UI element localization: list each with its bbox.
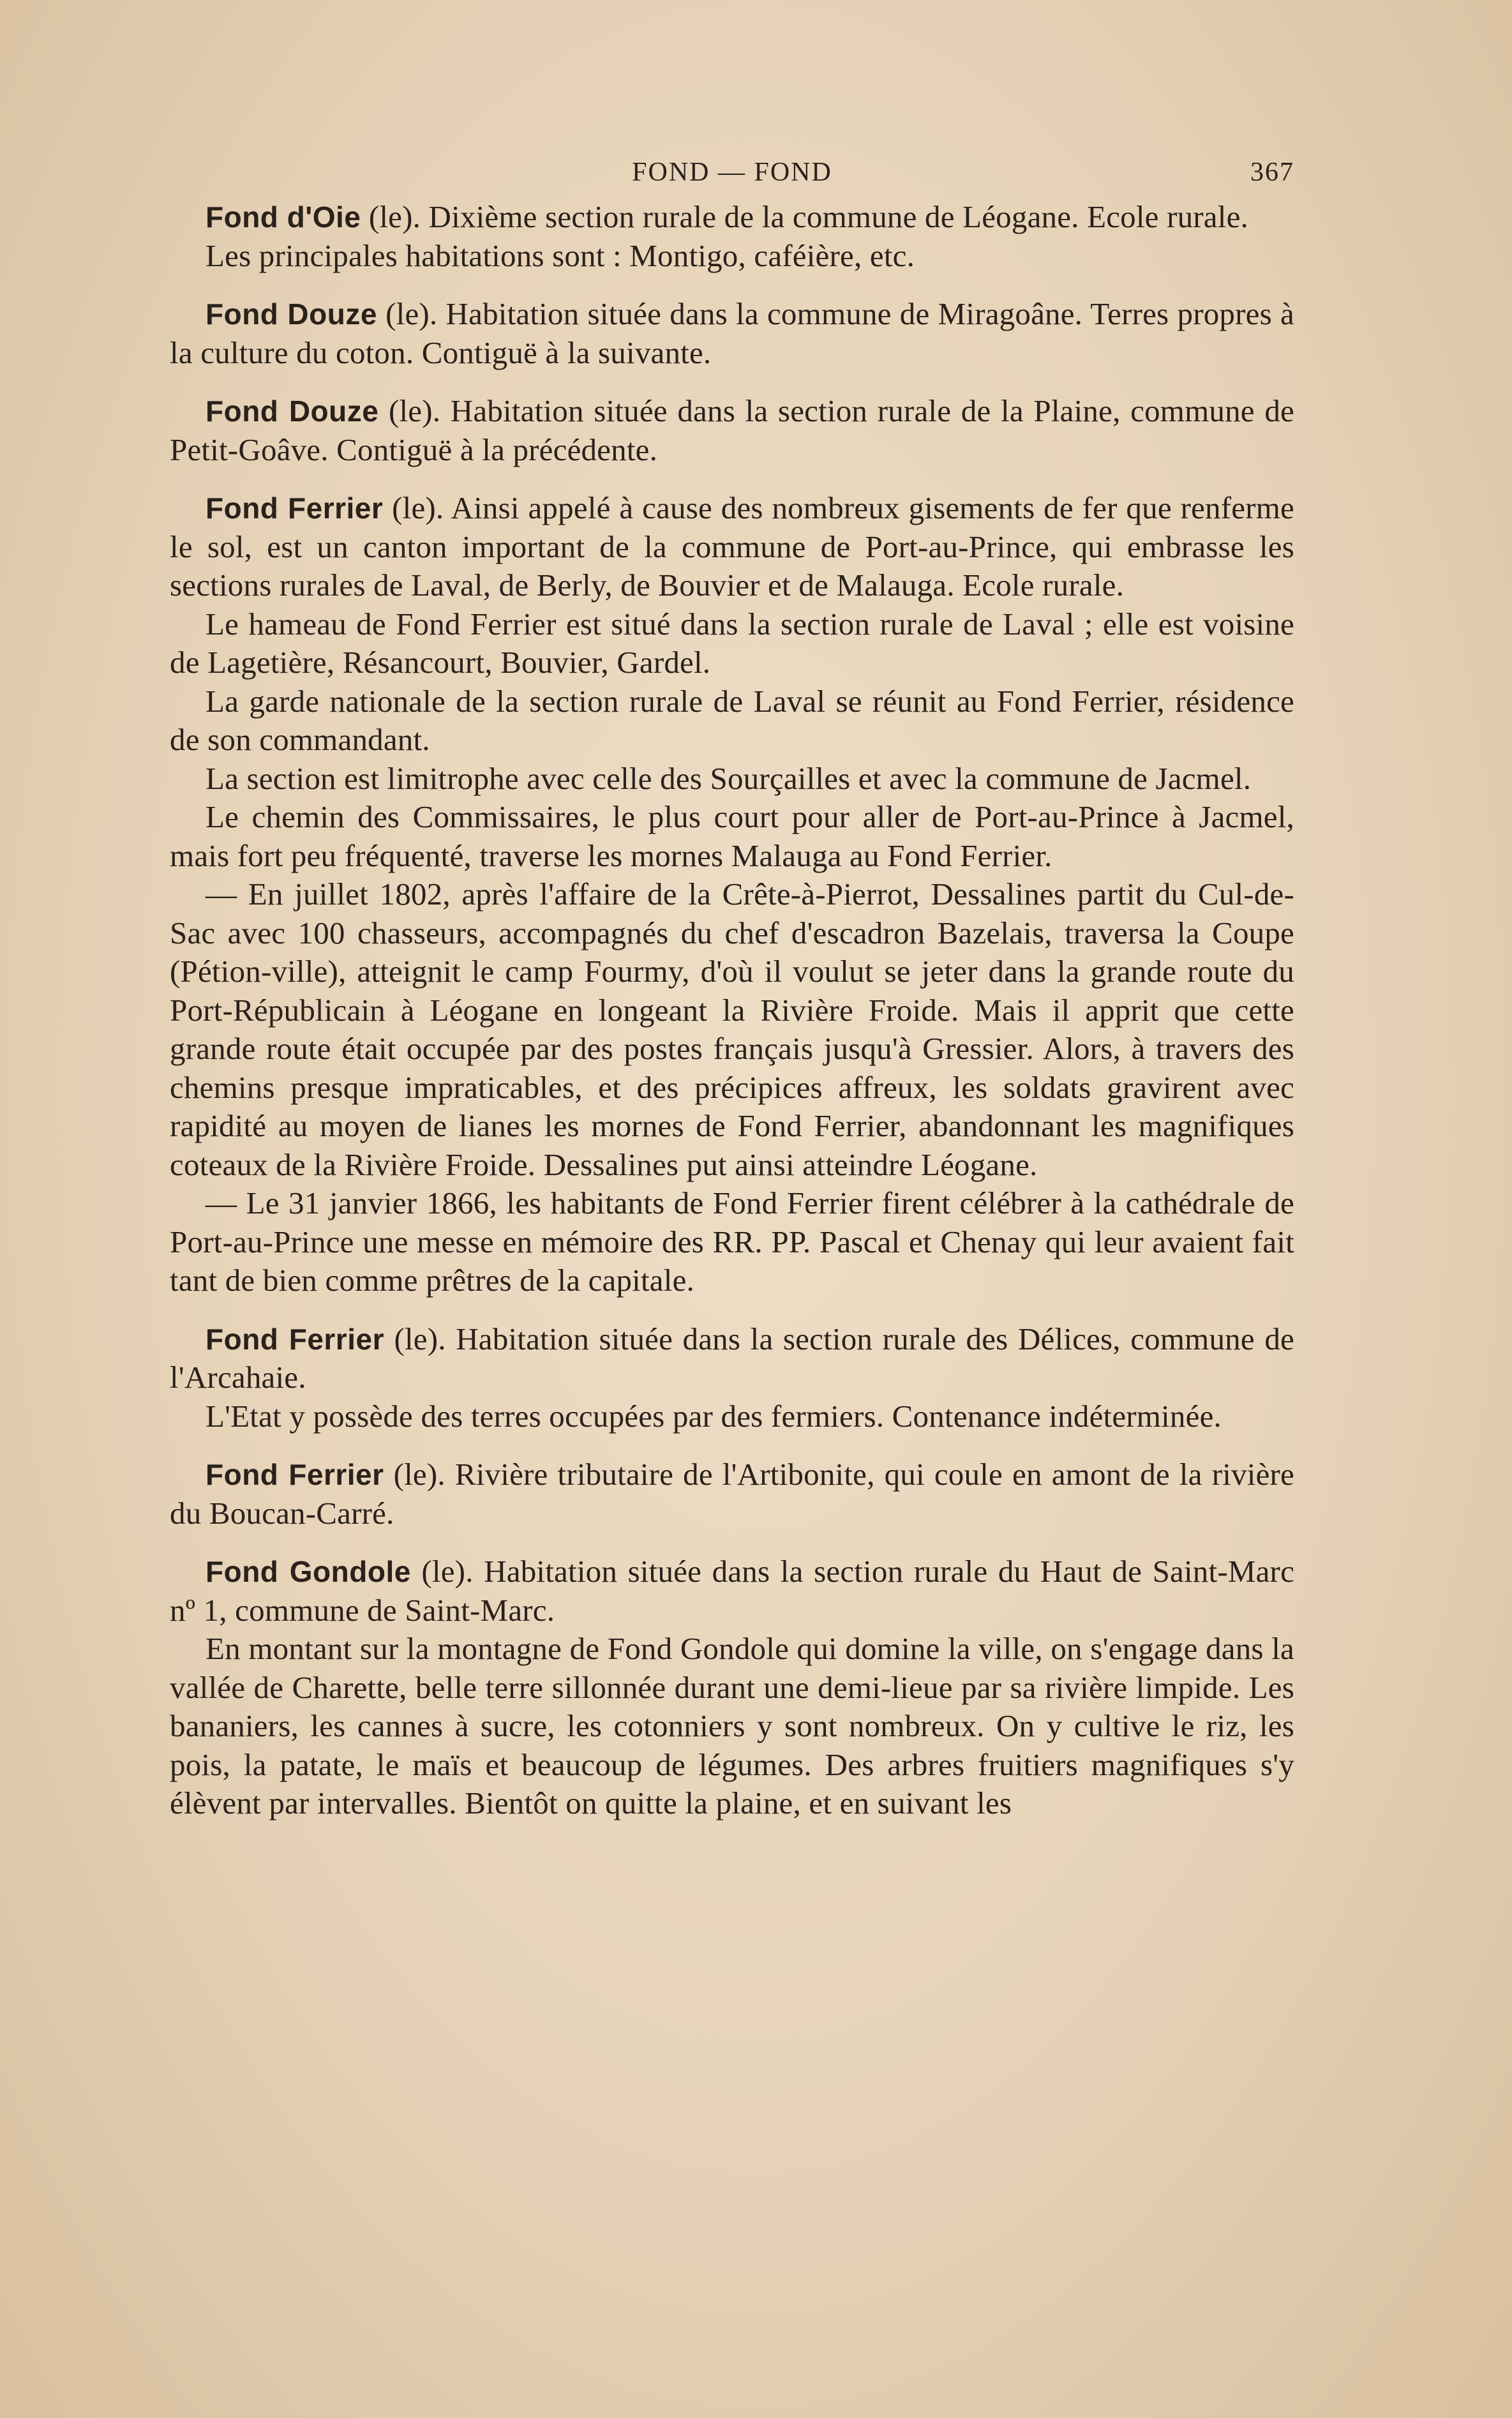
- entry-paragraph: L'Etat y possède des terres occupées par des fermiers. Contenance indéterminée.: [206, 1398, 1222, 1434]
- entry-fond-ferrier-arcahaie: [170, 1320, 1294, 1436]
- entry-fond-douze-petit-goave: [170, 392, 1294, 469]
- entry-fond-d-oie: [170, 198, 1294, 275]
- entry-text: (le). Dixième section rurale de la commune de Léogane. Ecole rurale.: [368, 199, 1248, 234]
- dictionary-entries: [170, 198, 1294, 1823]
- entry-headword: Fond Ferrier: [206, 1458, 384, 1491]
- entry-headword: Fond Douze: [206, 297, 377, 331]
- entry-fond-ferrier-canton: [170, 489, 1294, 1300]
- entry-paragraph: — Le 31 janvier 1866, les habitants de Fond Ferrier firent célébrer à la cathédrale de Port-au-Prince une messe en mémoire des RR. PP. Pascal et Chenay qui leur avaient fait tant de bien comme prêtres de la capitale.: [170, 1185, 1294, 1298]
- entry-fond-douze-miragoane: [170, 295, 1294, 372]
- entry-text: (le). Habitation située dans la section rurale de la Plaine, commune de Petit-Goâve. Contiguë à la précédente.: [170, 393, 1295, 467]
- entry-text: (le). Habitation située dans la section rurale des Délices, commune de l'Arcahaie.: [170, 1321, 1294, 1395]
- entry-paragraph: — En juillet 1802, après l'affaire de la Crête-à-Pierrot, Dessalines partit du Cul-de-Sac avec 100 chasseurs, accompagnés du chef d'escadron Bazelais, traversa la Coupe (Pétion-ville), atteignit le camp Fourmy, d'où il voulut se jeter dans la grande route du Port-Républicain à Léogane en longeant la Rivière Froide. Mais il apprit que cette grande route était occupée par des postes français jusqu'à Gressier. Alors, à travers des chemins presque impraticables, et des précipices affreux, les soldats gravirent avec rapidité au moyen de lianes les mornes de Fond Ferrier, abandonnant les magnifiques coteaux de la Rivière Froide. Dessalines put ainsi atteindre Léogane.: [170, 876, 1294, 1182]
- running-head: [170, 140, 1294, 198]
- entry-headword: Fond d'Oie: [206, 200, 361, 234]
- entry-headword: Fond Ferrier: [206, 1322, 384, 1356]
- entry-paragraph: Les principales habitations sont : Montigo, caféière, etc.: [206, 237, 915, 273]
- entry-paragraph: Le hameau de Fond Ferrier est situé dans la section rurale de Laval ; elle est voisine de Lagetière, Résancourt, Bouvier, Gardel.: [170, 606, 1294, 680]
- entry-paragraph: [170, 295, 1294, 372]
- entry-text: (le). Rivière tributaire de l'Artibonite, qui coule en amont de la rivière du Boucan-Carré.: [170, 1457, 1294, 1531]
- entry-paragraph: En montant sur la montagne de Fond Gondole qui domine la ville, on s'engage dans la vallée de Charette, belle terre sillonnée durant une demi-lieue par sa rivière limpide. Les bananiers, les cannes à sucre, les cotonniers y sont nombreux. On y cultive le riz, les pois, la patate, le maïs et beaucoup de légumes. Des arbres fruitiers magnifiques s'y élèvent par intervalles. Bientôt on quitte la plaine, et en suivant les: [170, 1631, 1294, 1821]
- entry-paragraph: [170, 198, 1294, 237]
- entry-paragraph: La garde nationale de la section rurale de Laval se réunit au Fond Ferrier, résidence de son commandant.: [170, 683, 1294, 757]
- page-number: 367: [1250, 158, 1294, 187]
- entry-paragraph: [170, 1455, 1294, 1533]
- entry-fond-ferrier-riviere: [170, 1455, 1294, 1533]
- book-page: [170, 140, 1294, 2349]
- entry-headword: Fond Ferrier: [206, 492, 384, 525]
- entry-paragraph: La section est limitrophe avec celle des Sourçailles et avec la commune de Jacmel.: [206, 760, 1252, 796]
- entry-text: (le). Habitation située dans la commune de Miragoâne. Terres propres à la culture du coton. Contiguë à la suivante.: [170, 296, 1294, 370]
- running-head-title: FOND — FOND: [632, 158, 832, 187]
- entry-paragraph: [170, 489, 1294, 605]
- entry-paragraph: Le chemin des Commissaires, le plus court pour aller de Port-au-Prince à Jacmel, mais fort peu fréquenté, traverse les mornes Malauga au Fond Ferrier.: [170, 799, 1294, 873]
- entry-paragraph: [170, 392, 1294, 469]
- entry-text: (le). Habitation située dans la section rurale du Haut de Saint-Marc nº 1, commune de Saint-Marc.: [170, 1554, 1295, 1628]
- entry-paragraph: [170, 1320, 1294, 1397]
- entry-paragraph: [170, 1552, 1294, 1630]
- entry-text: (le). Ainsi appelé à cause des nombreux gisements de fer que renferme le sol, est un canton important de la commune de Port-au-Prince, qui embrasse les sections rurales de Laval, de Berly, de Bouvier et de Malauga. Ecole rurale.: [170, 490, 1294, 603]
- entry-headword: Fond Gondole: [206, 1555, 411, 1588]
- entry-headword: Fond Douze: [206, 394, 379, 428]
- entry-fond-gondole: [170, 1552, 1294, 1823]
